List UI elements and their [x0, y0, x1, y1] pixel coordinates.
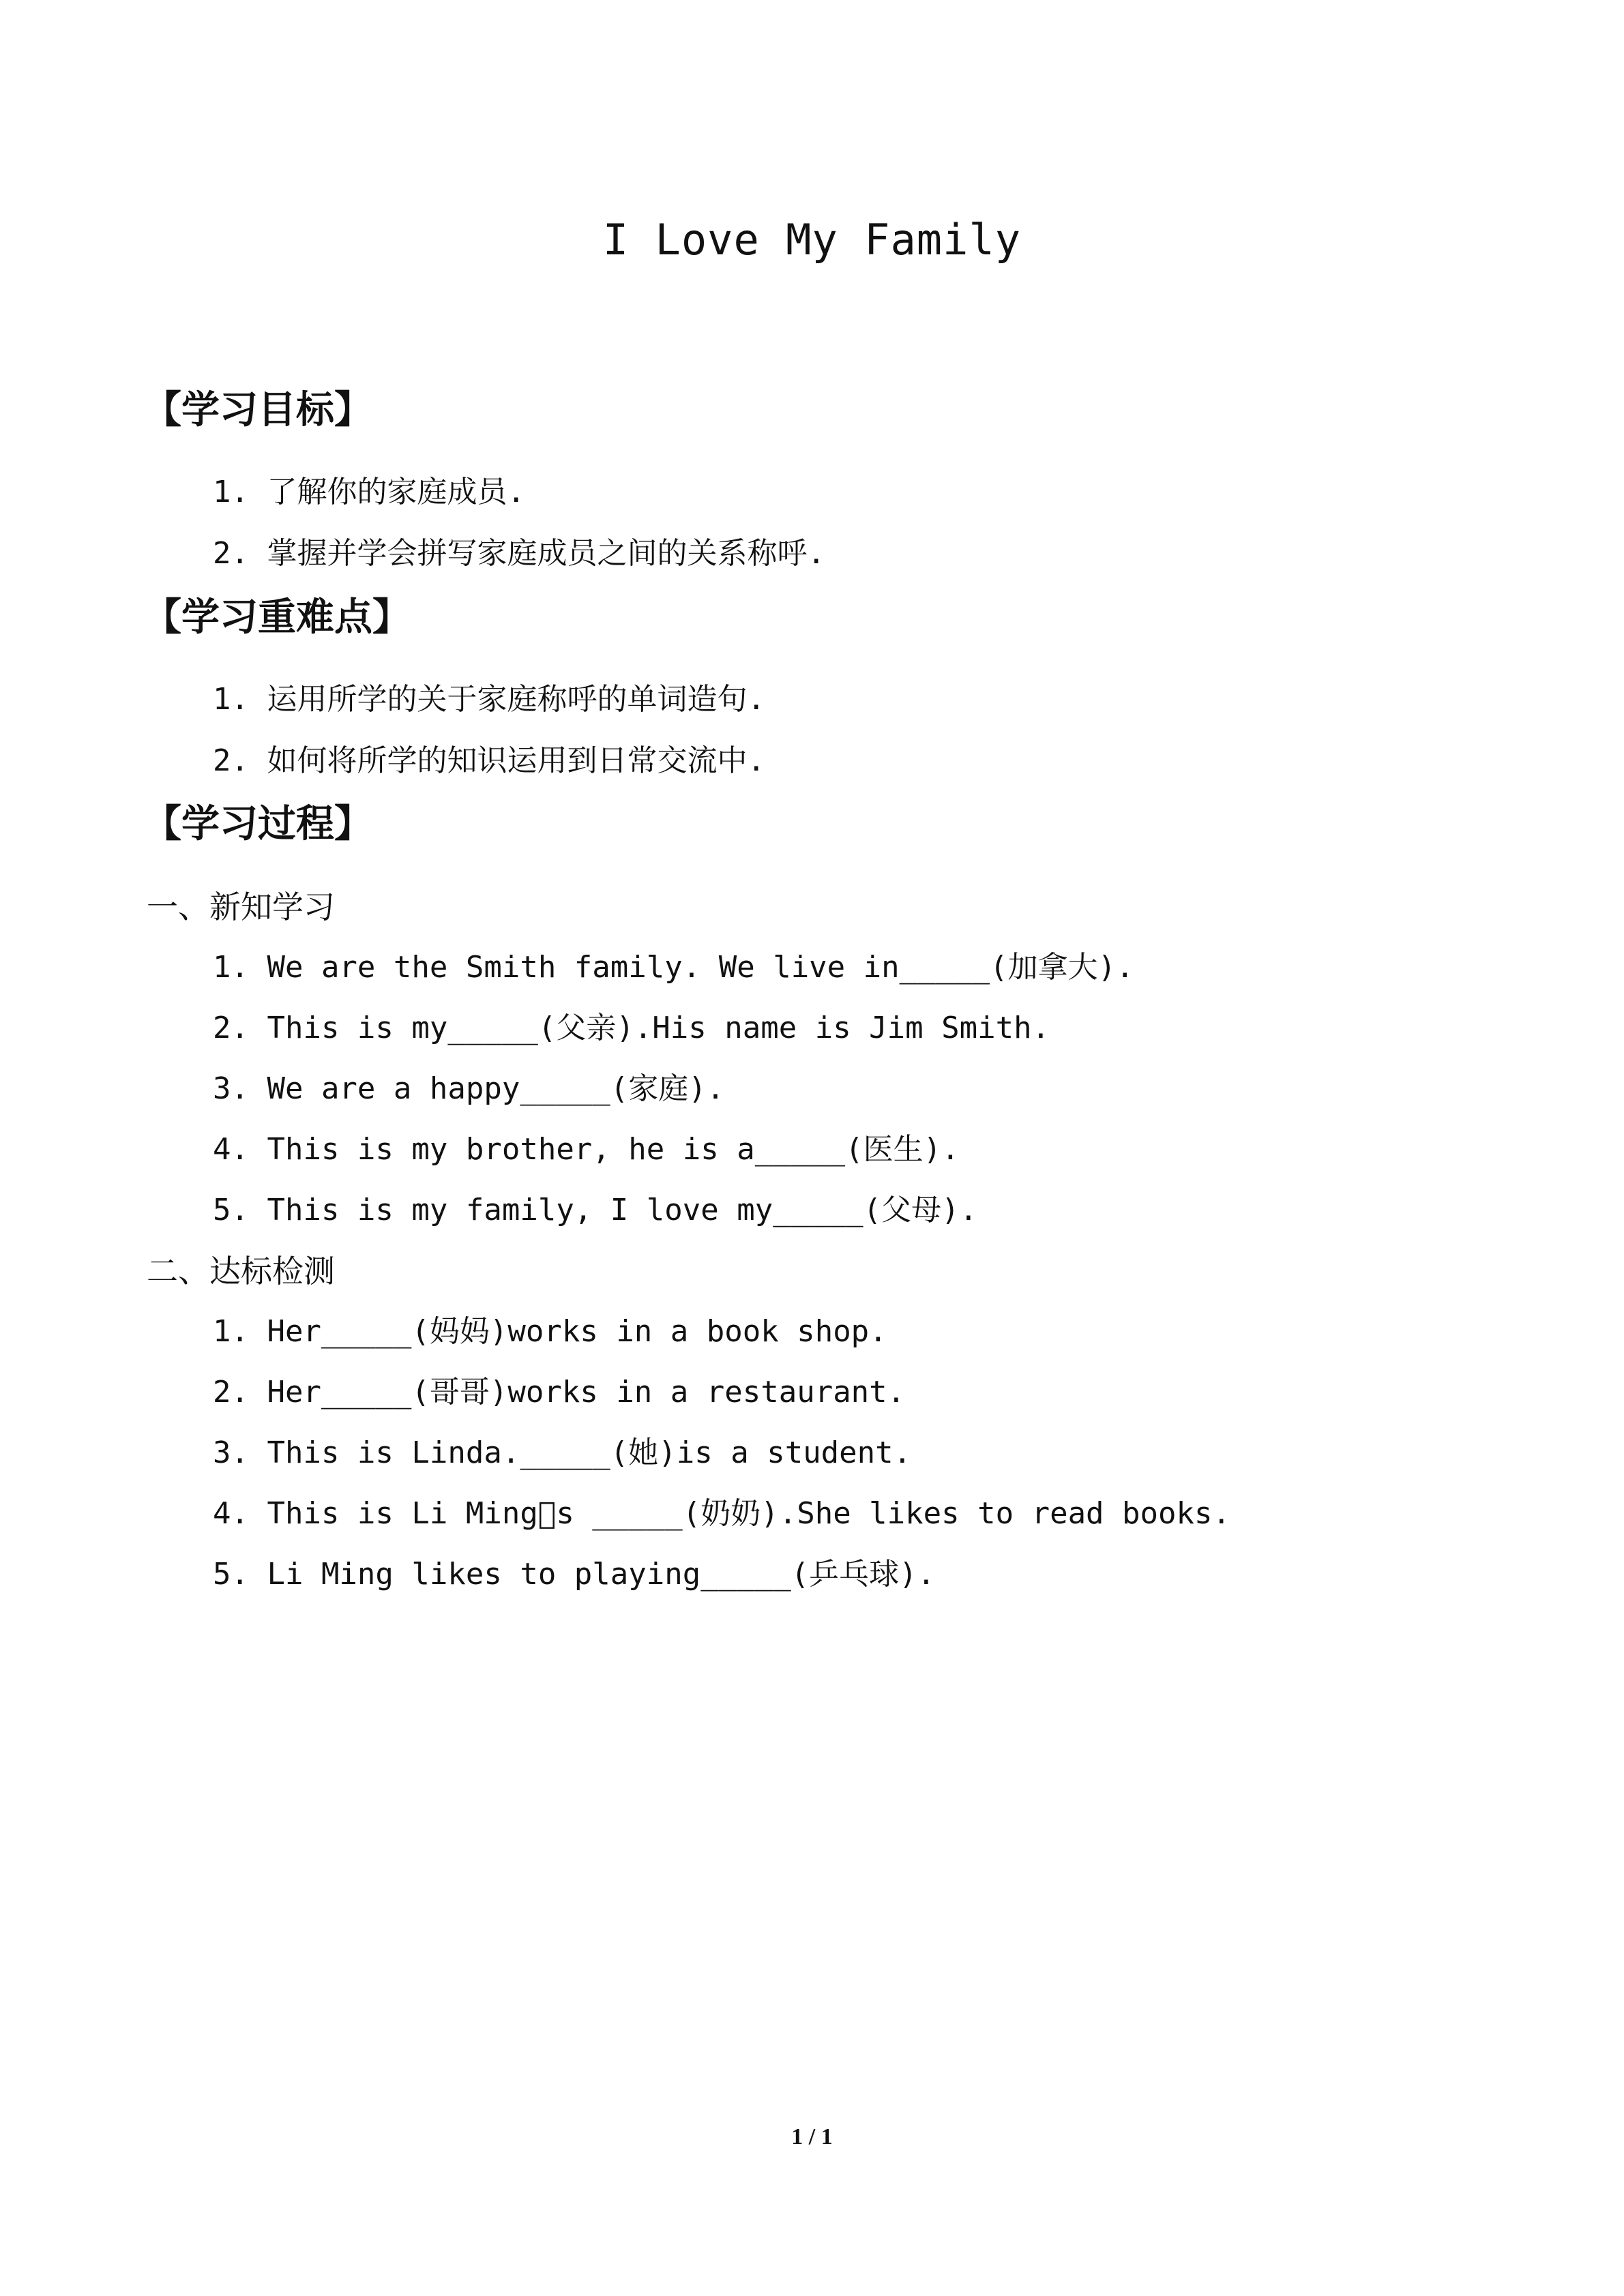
exercise-item: 1. We are the Smith family. We live in_____(加拿大).	[213, 950, 1134, 985]
objective-item-1: 1. 了解你的家庭成员.	[213, 475, 525, 509]
exercise-item: 2. This is my_____(父亲).His name is Jim Smith.	[213, 1011, 1050, 1045]
assessment-item: 1. Her_____(妈妈)works in a book shop.	[213, 1314, 887, 1349]
section-heading-process: 【学习过程】	[143, 802, 372, 846]
assessment-item: 5. Li Ming likes to playing_____(乒乓球).	[213, 1557, 936, 1592]
objective-item-2: 2. 掌握并学会拼写家庭成员之间的关系称呼.	[213, 536, 825, 571]
assessment-item: 3. This is Linda._____(她)is a student.	[213, 1435, 912, 1470]
assessment-item: 2. Her_____(哥哥)works in a restaurant.	[213, 1375, 906, 1410]
subsection-title-new-knowledge: 一、新知学习	[147, 889, 335, 925]
page-number: 1 / 1	[791, 2124, 833, 2149]
key-point-item-1: 1. 运用所学的关于家庭称呼的单词造句.	[213, 682, 765, 717]
section-heading-key-points: 【学习重难点】	[143, 595, 411, 640]
section-heading-objectives: 【学习目标】	[143, 388, 372, 432]
exercise-item: 4. This is my brother, he is a_____(医生).	[213, 1132, 960, 1167]
key-point-item-2: 2. 如何将所学的知识运用到日常交流中.	[213, 743, 765, 778]
exercise-item: 3. We are a happy_____(家庭).	[213, 1071, 725, 1106]
subsection-title-assessment: 二、达标检测	[147, 1253, 335, 1289]
exercise-item: 5. This is my family, I love my_____(父母).	[213, 1193, 978, 1227]
assessment-item: 4. This is Li Ming s _____(奶奶).She likes to read books.	[213, 1496, 1230, 1531]
page-title: I Love My Family	[602, 215, 1022, 265]
